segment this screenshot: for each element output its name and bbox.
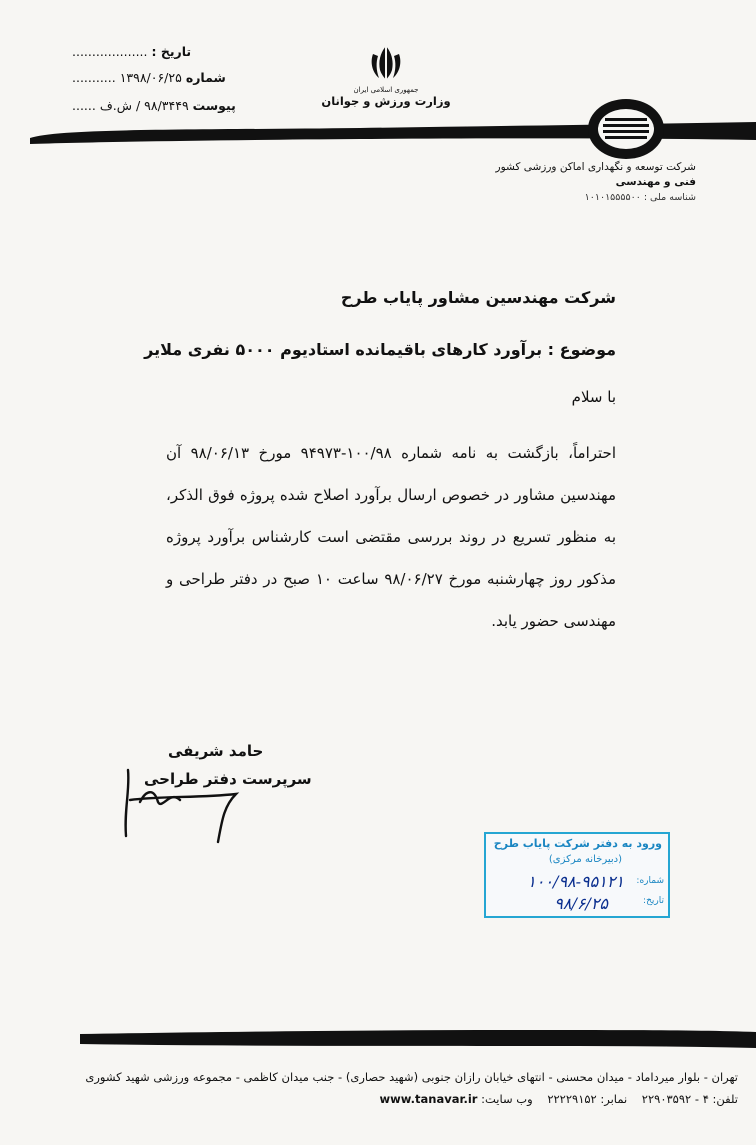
- fax-label: نمابر:: [600, 1092, 628, 1106]
- ministry-name: وزارت ورزش و جوانان: [321, 94, 451, 108]
- stamp-title: ورود به دفتر شرکت پایاب طرح: [493, 837, 662, 850]
- fax-value: ۲۲۲۲۹۱۵۲: [547, 1092, 597, 1106]
- stamp-number-value: ۱۰۰/۹۸-۹۵۱۲۱: [527, 872, 624, 891]
- attachment-label: پیوست: [192, 98, 236, 113]
- stamp-date-label: تاریخ:: [643, 896, 664, 906]
- signer-name: حامد شریفی: [168, 742, 264, 760]
- republic-name: جمهوری اسلامی ایران: [353, 86, 419, 94]
- company-national-id: شناسه ملی : ۱۰۱۰۱۵۵۵۵۰۰: [584, 192, 696, 203]
- recipient: شرکت مهندسین مشاور پایاب طرح: [340, 288, 616, 307]
- phone-value: ۴ - ۲۲۹۰۳۵۹۲: [641, 1092, 709, 1106]
- ministry-header: [316, 40, 456, 108]
- signer-title: سرپرست دفتر طراحی: [144, 770, 312, 788]
- handwritten-signature: [100, 750, 280, 850]
- number-value: ۱۳۹۸/۰۶/۲۵ ...........: [72, 70, 182, 85]
- subject-line: موضوع : برآورد کارهای باقیمانده استادیوم ۵۰۰۰ نفری ملایر: [144, 340, 616, 359]
- date-line: [72, 44, 191, 59]
- stamp-subtitle: (دبیرخانه مرکزی): [548, 854, 622, 865]
- date-value: ...................: [72, 44, 148, 59]
- company-department: فنی و مهندسی: [615, 176, 696, 188]
- footer-band: [0, 1028, 756, 1052]
- company-info: [496, 160, 696, 205]
- website-link[interactable]: www.tanavar.ir: [379, 1092, 478, 1106]
- greeting: با سلام: [571, 388, 616, 406]
- date-label: تاریخ :: [151, 44, 192, 59]
- footer-address: تهران - بلوار میرداماد - میدان محسنی - انتهای خیابان رازان جنوبی (شهید حصاری) - جنب میدان کاظمی - مجموعه ورزشی شهید کشوری: [85, 1070, 738, 1084]
- received-stamp: [484, 832, 670, 918]
- number-label: شماره: [185, 70, 226, 85]
- stamp-date-value: ۹۸/۶/۲۵: [554, 894, 608, 913]
- emblem-icon: [364, 40, 408, 84]
- attachment-line: [72, 98, 236, 113]
- company-name: شرکت توسعه و نگهداری اماکن ورزشی کشور: [495, 161, 696, 173]
- attachment-value: ۹۸/۳۴۴۹ / ش.ف ......: [72, 98, 189, 113]
- footer-contact: [380, 1092, 739, 1106]
- phone-label: تلفن:: [712, 1092, 738, 1106]
- number-line: [72, 70, 226, 85]
- stamp-number-label: شماره:: [636, 876, 664, 886]
- letter-body: احتراماً، بازگشت به نامه شماره ۱۰۰/۹۸-۹۴۹۷۳ مورخ ۹۸/۰۶/۱۳ آن مهندسین مشاور در خصوص ارسال برآورد اصلاح شده پروژه فوق الذکر، به منظور تسریع در روند بررسی مقتضی است کارشناس برآورد پروژه مذکور روز چهارشنبه مورخ ۹۸/۰۶/۲۷ ساعت ۱۰ صبح در دفتر طراحی و مهندسی حضور یابد.: [166, 444, 617, 630]
- company-logo-icon: [585, 96, 667, 162]
- web-label: وب سایت:: [481, 1092, 533, 1106]
